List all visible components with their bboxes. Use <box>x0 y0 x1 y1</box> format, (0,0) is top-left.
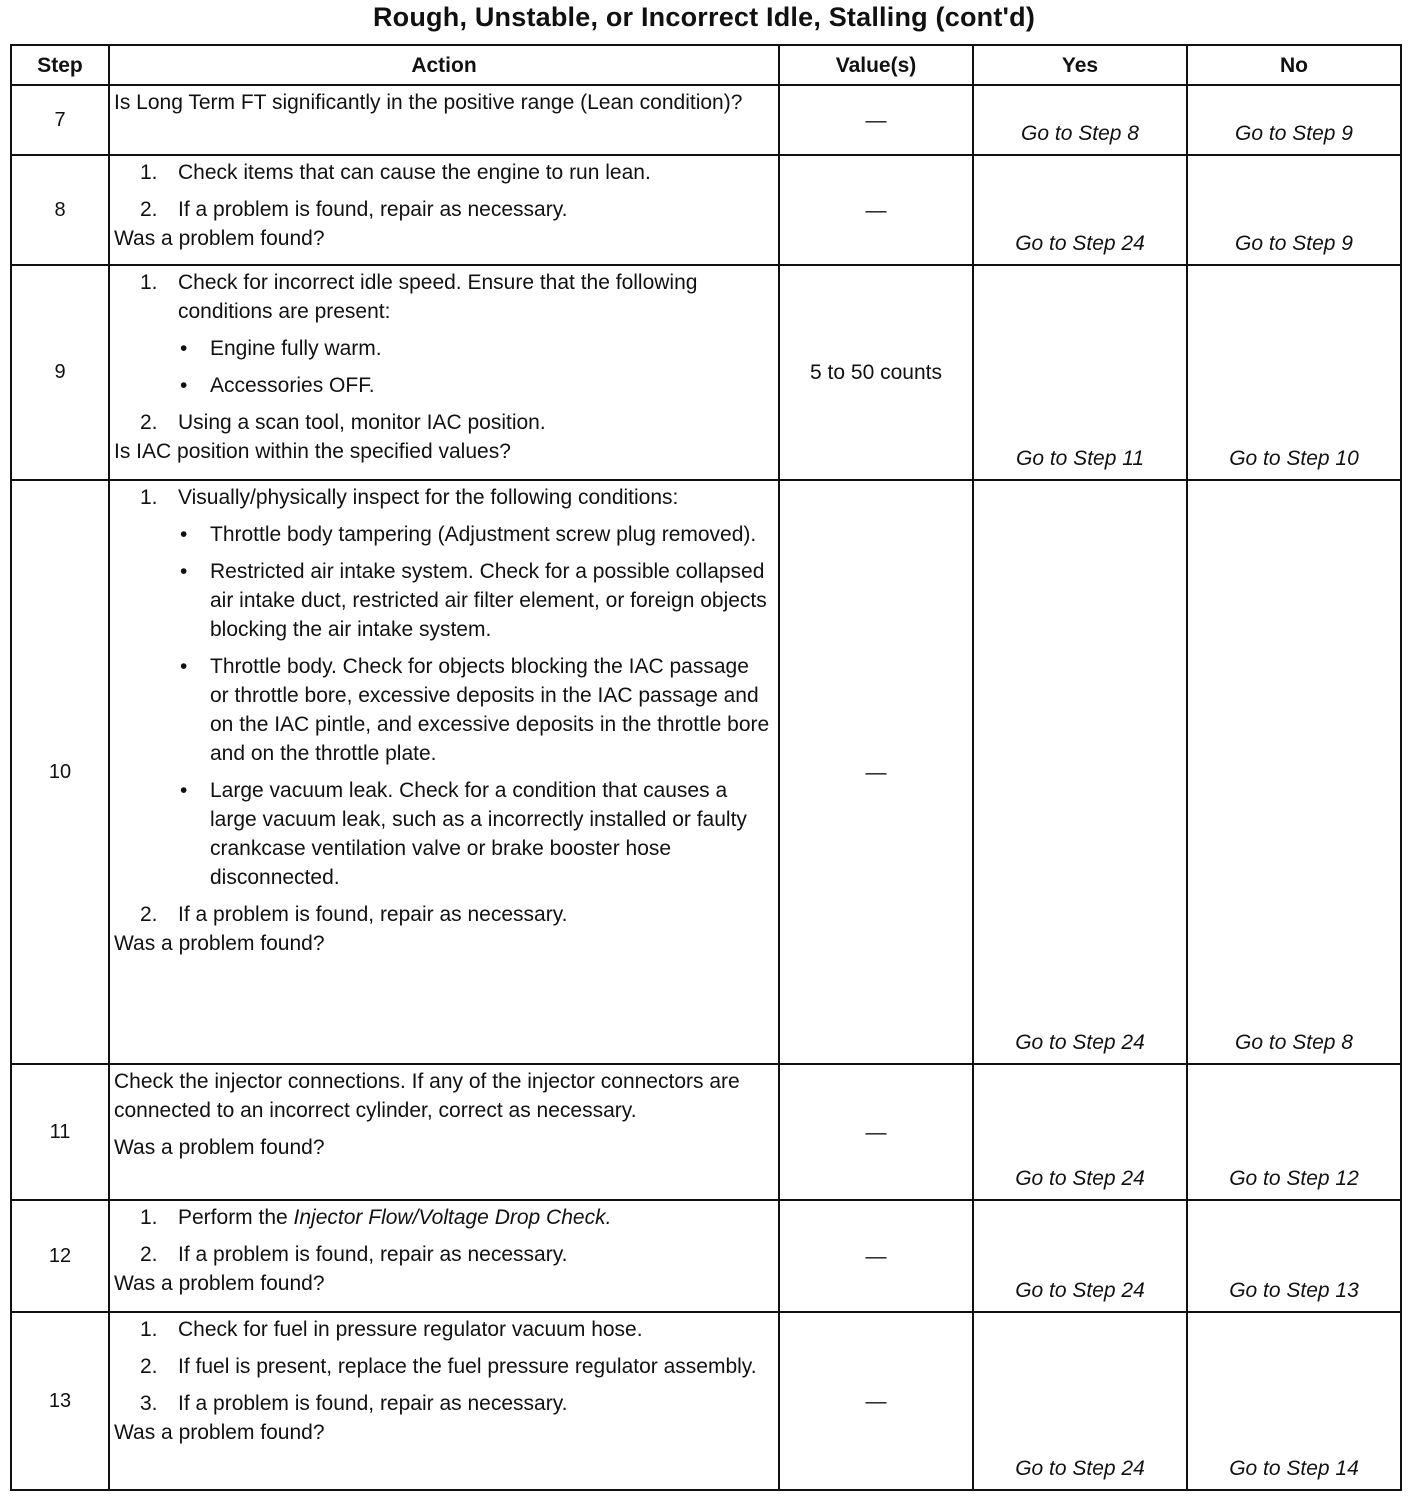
value-cell: — <box>779 85 973 155</box>
page-title: Rough, Unstable, or Incorrect Idle, Stalling (cont'd) <box>372 2 1036 32</box>
action-item: 2. If a problem is found, repair as necessary. <box>140 198 568 221</box>
action-item: 2. If fuel is present, replace the fuel pressure regulator assembly. <box>140 1355 757 1378</box>
step-number: 9 <box>11 265 109 480</box>
no-cell: Go to Step 13 <box>1187 1200 1401 1312</box>
header-no: No <box>1187 45 1401 85</box>
value-cell: — <box>779 1312 973 1490</box>
yes-cell: Go to Step 8 <box>973 85 1187 155</box>
header-step: Step <box>11 45 109 85</box>
action-cell <box>109 155 779 265</box>
yes-cell: Go to Step 24 <box>973 155 1187 265</box>
action-cell <box>109 265 779 480</box>
action-question: Is IAC position within the specified values? <box>114 440 511 463</box>
step-number: 7 <box>11 85 109 155</box>
table-header-row <box>11 45 1401 85</box>
no-cell: Go to Step 10 <box>1187 265 1401 480</box>
table-row <box>11 85 1401 155</box>
step-number: 11 <box>11 1064 109 1200</box>
diagnostic-table <box>10 44 1402 1491</box>
action-question: Is Long Term FT significantly in the positive range (Lean condition)? <box>114 91 743 114</box>
table-row <box>11 1312 1401 1490</box>
step-number: 10 <box>11 480 109 1064</box>
no-cell: Go to Step 8 <box>1187 480 1401 1064</box>
action-bullet: • Accessories OFF. <box>180 374 375 397</box>
action-cell <box>109 1312 779 1490</box>
action-bullet: • Throttle body. Check for objects blocking the IAC passage or throttle bore, excessive deposits in the IAC passage and on the IAC pintle, and excessive deposits in the throttle bore and on the throttle plate. <box>180 655 770 765</box>
yes-cell: Go to Step 24 <box>973 1200 1187 1312</box>
value-cell: — <box>779 1064 973 1200</box>
action-cell <box>109 85 779 155</box>
action-cell <box>109 480 779 1064</box>
action-item: 1. Check items that can cause the engine to run lean. <box>140 161 651 184</box>
action-item: 1. Check for fuel in pressure regulator vacuum hose. <box>140 1318 643 1341</box>
action-text: Check the injector connections. If any of the injector connectors are connected to an incorrect cylinder, correct as necessary. <box>114 1070 740 1122</box>
action-bullet: • Throttle body tampering (Adjustment screw plug removed). <box>180 523 757 546</box>
table-row <box>11 265 1401 480</box>
action-cell <box>109 1200 779 1312</box>
no-cell: Go to Step 14 <box>1187 1312 1401 1490</box>
value-cell: — <box>779 1200 973 1312</box>
action-bullet: • Large vacuum leak. Check for a condition that causes a large vacuum leak, such as a incorrectly installed or faulty crankcase ventilation valve or brake booster hose disconnected. <box>180 779 747 889</box>
action-question: Was a problem found? <box>114 1421 325 1444</box>
step-number: 12 <box>11 1200 109 1312</box>
yes-cell: Go to Step 24 <box>973 480 1187 1064</box>
header-yes: Yes <box>973 45 1187 85</box>
action-item: 3. If a problem is found, repair as necessary. <box>140 1392 568 1415</box>
step-number: 8 <box>11 155 109 265</box>
header-action: Action <box>109 45 779 85</box>
table-row <box>11 480 1401 1064</box>
header-values: Value(s) <box>779 45 973 85</box>
no-cell: Go to Step 12 <box>1187 1064 1401 1200</box>
action-bullet: • Restricted air intake system. Check for a possible collapsed air intake duct, restricted air filter element, or foreign objects blocking the air intake system. <box>180 560 767 641</box>
yes-cell: Go to Step 24 <box>973 1312 1187 1490</box>
step-number: 13 <box>11 1312 109 1490</box>
no-cell: Go to Step 9 <box>1187 155 1401 265</box>
table-row <box>11 155 1401 265</box>
procedure-reference: Injector Flow/Voltage Drop Check. <box>293 1206 612 1229</box>
action-question: Was a problem found? <box>114 1272 325 1295</box>
action-question: Was a problem found? <box>114 932 325 955</box>
action-item: 2. If a problem is found, repair as necessary. <box>140 903 568 926</box>
value-cell: 5 to 50 counts <box>779 265 973 480</box>
action-item: 1. Visually/physically inspect for the following conditions: <box>140 486 679 509</box>
action-item: 1. Check for incorrect idle speed. Ensure that the following conditions are present: <box>140 271 698 323</box>
table-row <box>11 1064 1401 1200</box>
action-cell <box>109 1064 779 1200</box>
action-bullet: • Engine fully warm. <box>180 337 382 360</box>
action-item: 2. If a problem is found, repair as necessary. <box>140 1243 568 1266</box>
yes-cell: Go to Step 11 <box>973 265 1187 480</box>
value-cell: — <box>779 480 973 1064</box>
action-question: Was a problem found? <box>114 227 325 250</box>
action-item: 2. Using a scan tool, monitor IAC position. <box>140 411 546 434</box>
yes-cell: Go to Step 24 <box>973 1064 1187 1200</box>
value-cell: — <box>779 155 973 265</box>
no-cell: Go to Step 9 <box>1187 85 1401 155</box>
action-question: Was a problem found? <box>114 1136 325 1159</box>
action-item: 1. Perform the Injector Flow/Voltage Drop Check. <box>140 1206 612 1229</box>
table-row <box>11 1200 1401 1312</box>
